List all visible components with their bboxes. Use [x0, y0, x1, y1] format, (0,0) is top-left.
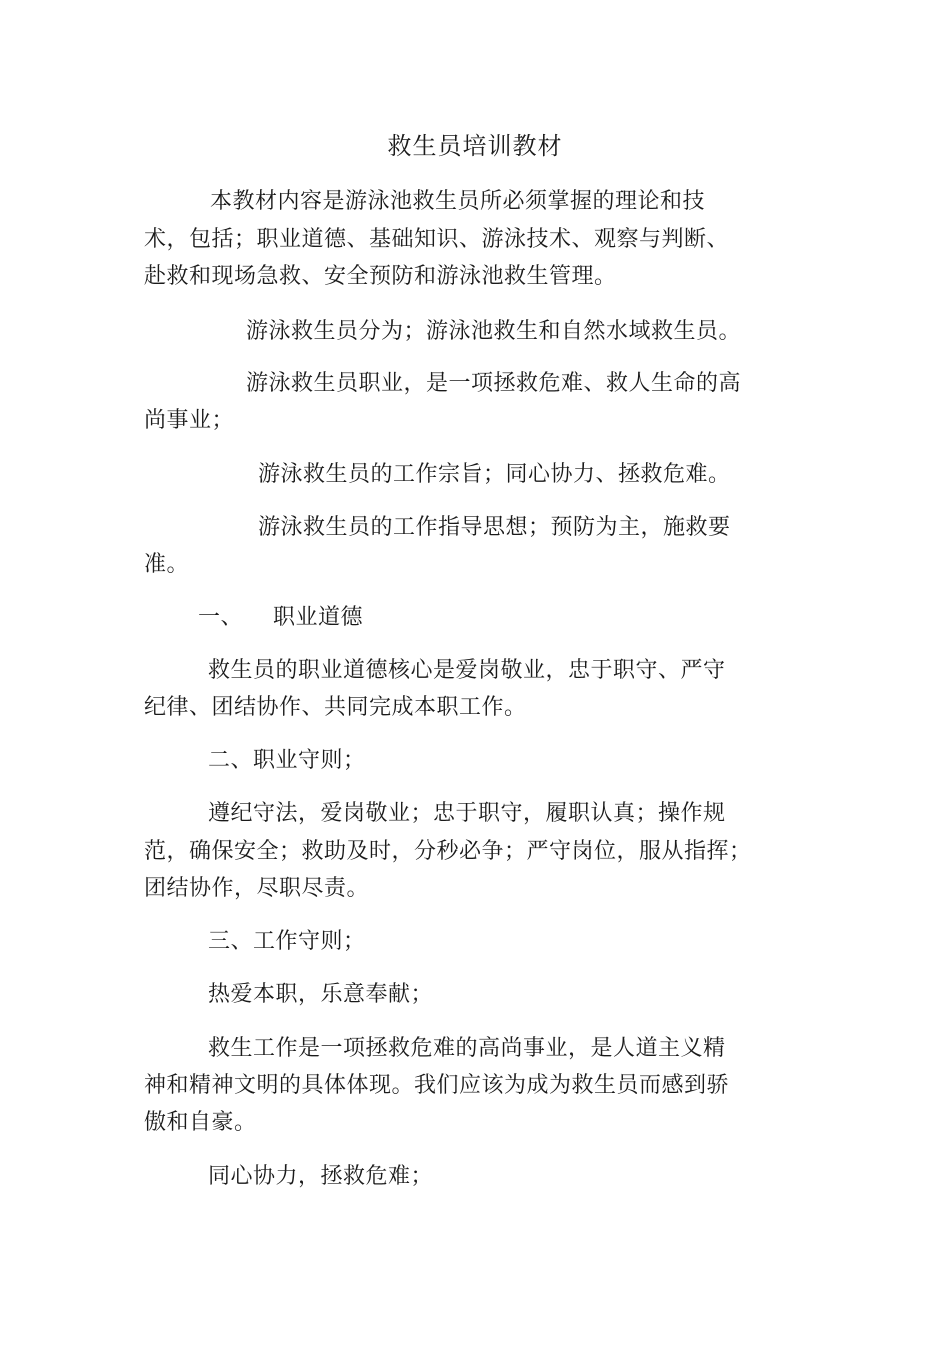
text-line: 游泳救生员的工作指导思想；预防为主，施救要: [258, 515, 731, 540]
text-line: 同心协力，拯救危难；: [208, 1164, 434, 1189]
text-line: 本教材内容是游泳池救生员所必须掌握的理论和技: [210, 189, 706, 214]
text-line: 术，包括；职业道德、基础知识、游泳技术、观察与判断、: [144, 227, 730, 252]
text-line: 游泳救生员分为；游泳池救生和自然水域救生员。: [246, 319, 742, 344]
text-line: 热爱本职，乐意奉献；: [208, 982, 434, 1007]
text-line: 游泳救生员的工作宗旨；同心协力、拯救危难。: [258, 462, 731, 487]
text-line: 准。: [144, 552, 190, 577]
text-line: 尚事业；: [144, 408, 235, 433]
text-line: 神和精神文明的具体体现。我们应该为成为救生员而感到骄: [144, 1073, 730, 1098]
document-title: 救生员培训教材: [387, 132, 563, 160]
text-line: 游泳救生员职业，是一项拯救危难、救人生命的高: [246, 371, 742, 396]
heading-text: 三、工作守则；: [208, 929, 366, 954]
text-line: 团结协作，尽职尽责。: [144, 876, 370, 901]
text-line: 救生员的职业道德核心是爱岗敬业，忠于职守、严守: [208, 658, 726, 683]
heading-text: 一、 职业道德: [198, 605, 363, 630]
text-line: 纪律、团结协作、共同完成本职工作。: [144, 695, 527, 720]
text-line: 范，确保安全；救助及时，分秒必争；严守岗位，服从指挥；: [144, 839, 752, 864]
text-line: 救生工作是一项拯救危难的高尚事业，是人道主义精: [208, 1036, 726, 1061]
text-line: 赴救和现场急救、安全预防和游泳池救生管理。: [144, 264, 617, 289]
heading-text: 二、职业守则；: [208, 748, 366, 773]
text-line: 遵纪守法，爱岗敬业；忠于职守，履职认真；操作规: [208, 801, 726, 826]
text-line: 傲和自豪。: [144, 1110, 257, 1135]
